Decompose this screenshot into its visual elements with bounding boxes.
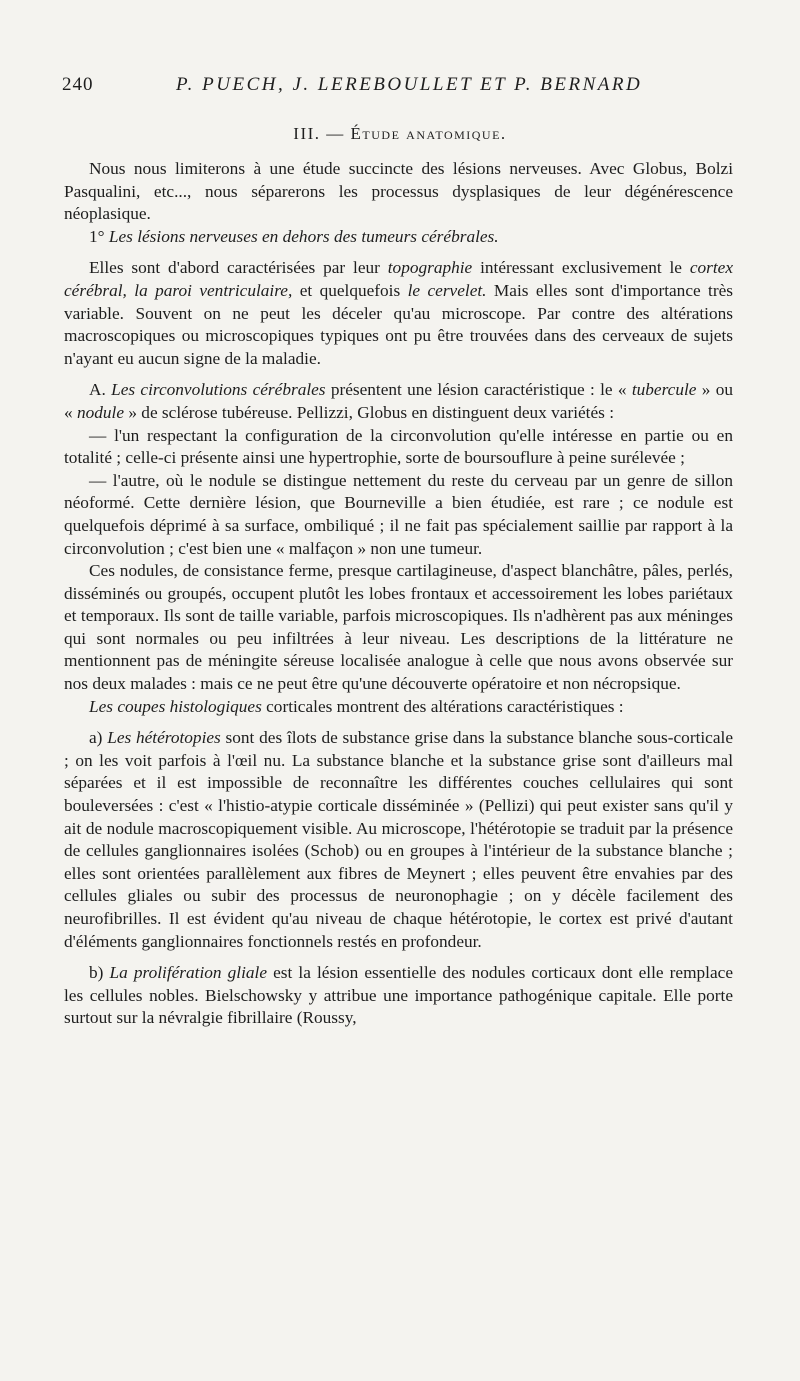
subsection-heading	[64, 226, 733, 249]
paragraph-variety-two: — l'autre, où le nodule se distingue nettement du reste du cerveau par un genre de sillon néoformé. Cette dernière lésion, que Bourneville a bien étudiée, est rare ; ce nodule est quelquefois déprimé à sa surface, ombiliqué ; il ne fait pas spécialement saillie par rapport à la circonvolution ; c'est bien une « malfaçon » non une tumeur.	[64, 470, 733, 558]
text-run: corticales montrent des altérations caractéristiques :	[261, 696, 624, 716]
section-title-text: Étude anatomique.	[350, 124, 507, 143]
subsection-number: 1°	[89, 226, 109, 246]
text-run: et quelquefois	[292, 280, 408, 300]
italic-run: nodule	[76, 402, 125, 422]
running-head-authors: P. PUECH, J. LEREBOULLET ET P. BERNARD	[176, 74, 643, 95]
paragraph-circonvolutions	[64, 379, 733, 424]
section-numeral: III. —	[293, 124, 351, 143]
paragraph-proliferation	[64, 962, 733, 1030]
text-run: a)	[89, 728, 108, 748]
text-run: » ou «	[64, 380, 733, 422]
paragraph-coupes	[64, 696, 733, 719]
paragraph-intro: Nous nous limiterons à une étude succincte des lésions nerveuses. Avec Globus, Bolzi Pasqualini, etc..., nous séparerons les processus dysplasiques de leur dégénérescence néoplasique.	[64, 159, 733, 224]
body-text	[64, 158, 733, 1030]
italic-run: Les hétérotopies	[107, 728, 221, 748]
text-run: présentent une lésion caractéristique : le «	[325, 380, 632, 400]
text-run: Elles sont d'abord caractérisées par leur	[89, 258, 388, 278]
paragraph-heterotopies	[64, 727, 733, 953]
paragraph-variety-one: — l'un respectant la configuration de la circonvolution qu'elle intéresse en partie ou en totalité ; celle-ci présente ainsi une hypertrophie, sorte de boursouflure à peine surélevée ;	[64, 425, 733, 468]
italic-run: le cervelet.	[407, 280, 487, 300]
italic-run: Les circonvolutions cérébrales	[111, 380, 326, 400]
paragraph-topographie	[64, 257, 733, 370]
italic-run: Les coupes histologiques	[89, 696, 262, 716]
page-number: 240	[62, 74, 94, 95]
text-run: b)	[89, 963, 110, 983]
text-run: » de sclérose tubéreuse. Pellizzi, Globus en distinguent deux variétés :	[124, 402, 614, 422]
italic-run: topographie	[387, 258, 473, 278]
text-run: est la lésion essentielle des nodules corticaux dont elle remplace les cellules nobles. Bielschowsky y attribue une importance pathogénique capitale. Elle porte surtout sur la névralgie fibrillaire (Roussy,	[64, 963, 733, 1028]
paragraph-nodules: Ces nodules, de consistance ferme, presque cartilagineuse, d'aspect blanchâtre, pâles, perlés, disséminés ou groupés, occupent plutôt les lobes frontaux et accessoirement les lobes pariétaux et temporaux. Ils sont de taille variable, parfois microscopiques. Ils n'adhèrent pas aux méninges qui sont normales ou peu infiltrées à leur niveau. Les descriptions de la littérature ne mentionnent pas de méningite séreuse localisée analogue à celle que nous avons observée sur nos deux malades : mais ce ne peut être qu'une découverte opératoire et non nécropsique.	[64, 561, 733, 694]
text-run: A.	[89, 380, 112, 400]
subsection-title: Les lésions nerveuses en dehors des tumeurs cérébrales.	[108, 226, 499, 246]
italic-run: La prolifération gliale	[109, 963, 267, 983]
section-title	[0, 124, 800, 144]
text-run: intéressant exclusivement le	[472, 258, 690, 278]
italic-run: cortex cérébral, la paroi ventriculaire,	[64, 258, 734, 300]
text-run: Mais elles sont d'importance très variable. Souvent on ne peut les déceler qu'au microscope. Par contre des altérations macroscopiques ou microscopiques typiques ont pu être trouvées dans des cerveaux de sujets n'ayant eu aucun signe de la maladie.	[64, 280, 734, 368]
italic-run: tubercule	[631, 380, 697, 400]
text-run: sont des îlots de substance grise dans la substance blanche sous-corticale ; on les voit parfois à l'œil nu. La substance blanche et la substance grise sont d'ailleurs mal séparées et il est impossible de reconnaître les différentes couches cellulaires qui sont bouleversées : c'est « l'histio-atypie corticale disséminée » (Pellizi) qui peut exister sans qu'il y ait de nodule macroscopiquement visible. Au microscope, l'hétérotopie se traduit par la présence de cellules ganglionnaires isolées (Schob) ou en groupes à l'intérieur de la substance blanche ; elles sont orientées parallèlement aux fibres de Meynert ; elles peuvent être envahies par des cellules gliales ou subir des processus de neuronophagie ; on y décèle facilement des neurofibrilles. Il est évident qu'au niveau de chaque hétérotopie, le cortex est privé d'autant d'éléments ganglionnaires fonctionnels restés en profondeur.	[64, 728, 733, 951]
